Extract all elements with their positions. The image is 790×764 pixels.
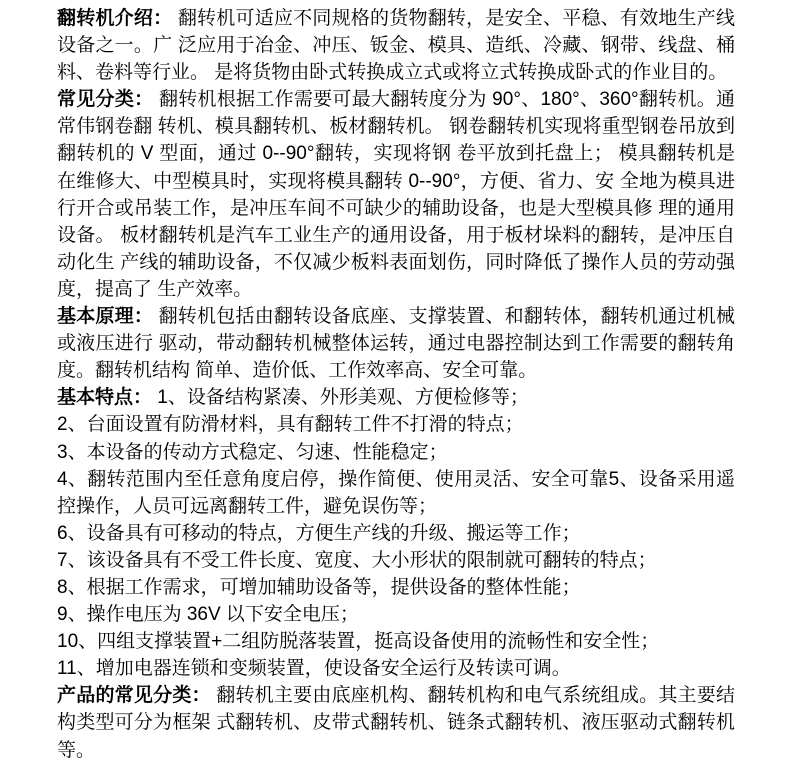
paragraph-text: 1、设备结构紧凑、外形美观、方便检修等； bbox=[152, 387, 529, 409]
feature-item-4-5 bbox=[57, 466, 735, 520]
section-label-intro: 翻转机介绍： bbox=[57, 8, 173, 29]
paragraph-classification bbox=[57, 86, 735, 303]
feature-item-7 bbox=[57, 547, 735, 574]
paragraph-intro bbox=[57, 5, 735, 86]
feature-item-2 bbox=[57, 411, 735, 438]
feature-item-11 bbox=[57, 655, 735, 682]
paragraph-text: 翻转机包括由翻转设备底座、支撑装置、和翻转体，翻转机通过机械或液压进行 驱动，带动翻转机械整体运转，通过电器控制达到工作需要的翻转角度。翻转机结构 简单、造价低、工作效率高、安全可靠。 bbox=[57, 306, 735, 382]
paragraph-text: 6、设备具有可移动的特点，方便生产线的升级、搬运等工作； bbox=[57, 522, 581, 544]
section-label-product-classification: 产品的常见分类： bbox=[57, 685, 211, 707]
paragraph-text: 翻转机可适应不同规格的货物翻转，是安全、平稳、有效地生产线设备之一。广 泛应用于冶金、冲压、钣金、模具、造纸、冷藏、钢带、线盘、桶料、卷料等行业。 是将货物由卧式转换成立式或将立式转换成卧式的作业目的。 bbox=[57, 8, 735, 84]
feature-item-6 bbox=[57, 520, 735, 547]
section-label-classification: 常见分类： bbox=[57, 89, 154, 111]
feature-item-8 bbox=[57, 574, 735, 601]
paragraph-text: 2、台面设置有防滑材料，具有翻转工件不打滑的特点； bbox=[57, 414, 524, 436]
paragraph-text: 翻转机主要由底座机构、翻转机构和电气系统组成。其主要结构类型可分为框架 式翻转机、皮带式翻转机、链条式翻转机、液压驱动式翻转机等。 bbox=[57, 685, 735, 761]
paragraph-text: 翻转机根据工作需要可最大翻转度分为 90°、180°、360°翻转机。通常伟钢卷翻 转机、模具翻转机、板材翻转机。 钢卷翻转机实现将重型钢卷吊放到翻转机的 V 型面，通过 0--90°翻转，实现将钢 卷平放到托盘上； 模具翻转机是在维修大、中型模具时，实现将模具翻转 0--90°，方便、省力、安 全地为模具进行开合或吊装工作，是冲压车间不可缺少的辅助设备，也是大型模具修 理的通用设备。 板材翻转机是汽车工业生产的通用设备，用于板材垛料的翻转，是冲压自动化生 产线的辅助设备，不仅减少板料表面划伤，同时降低了操作人员的劳动强度，提高了 生产效率。 bbox=[57, 89, 735, 300]
paragraph-text: 9、操作电压为 36V 以下安全电压； bbox=[57, 604, 359, 626]
paragraph-text: 10、四组支撑装置+二组防脱落装置，挺高设备使用的流畅性和安全性； bbox=[57, 631, 660, 653]
feature-item-10 bbox=[57, 628, 735, 655]
paragraph-text: 4、翻转范围内至任意角度启停，操作简便、使用灵活、安全可靠5、设备采用遥控操作，人员可远离翻转工件，避免误伤等； bbox=[57, 468, 735, 517]
section-label-features: 基本特点： bbox=[57, 387, 153, 409]
section-label-principle: 基本原理： bbox=[57, 306, 154, 328]
paragraph-text: 7、该设备具有不受工件长度、宽度、大小形状的限制就可翻转的特点； bbox=[57, 549, 657, 571]
paragraph-text: 3、本设备的传动方式稳定、匀速、性能稳定； bbox=[57, 441, 448, 463]
paragraph-features-item-1 bbox=[57, 384, 735, 411]
paragraph-product-classification bbox=[57, 682, 735, 763]
paragraph-principle bbox=[57, 303, 735, 384]
paragraph-text: 8、根据工作需求，可增加辅助设备等，提供设备的整体性能； bbox=[57, 576, 581, 598]
paragraph-text: 11、增加电器连锁和变频装置，使设备安全运行及转读可调。 bbox=[57, 658, 571, 680]
feature-item-3 bbox=[57, 439, 735, 466]
feature-item-9 bbox=[57, 601, 735, 628]
